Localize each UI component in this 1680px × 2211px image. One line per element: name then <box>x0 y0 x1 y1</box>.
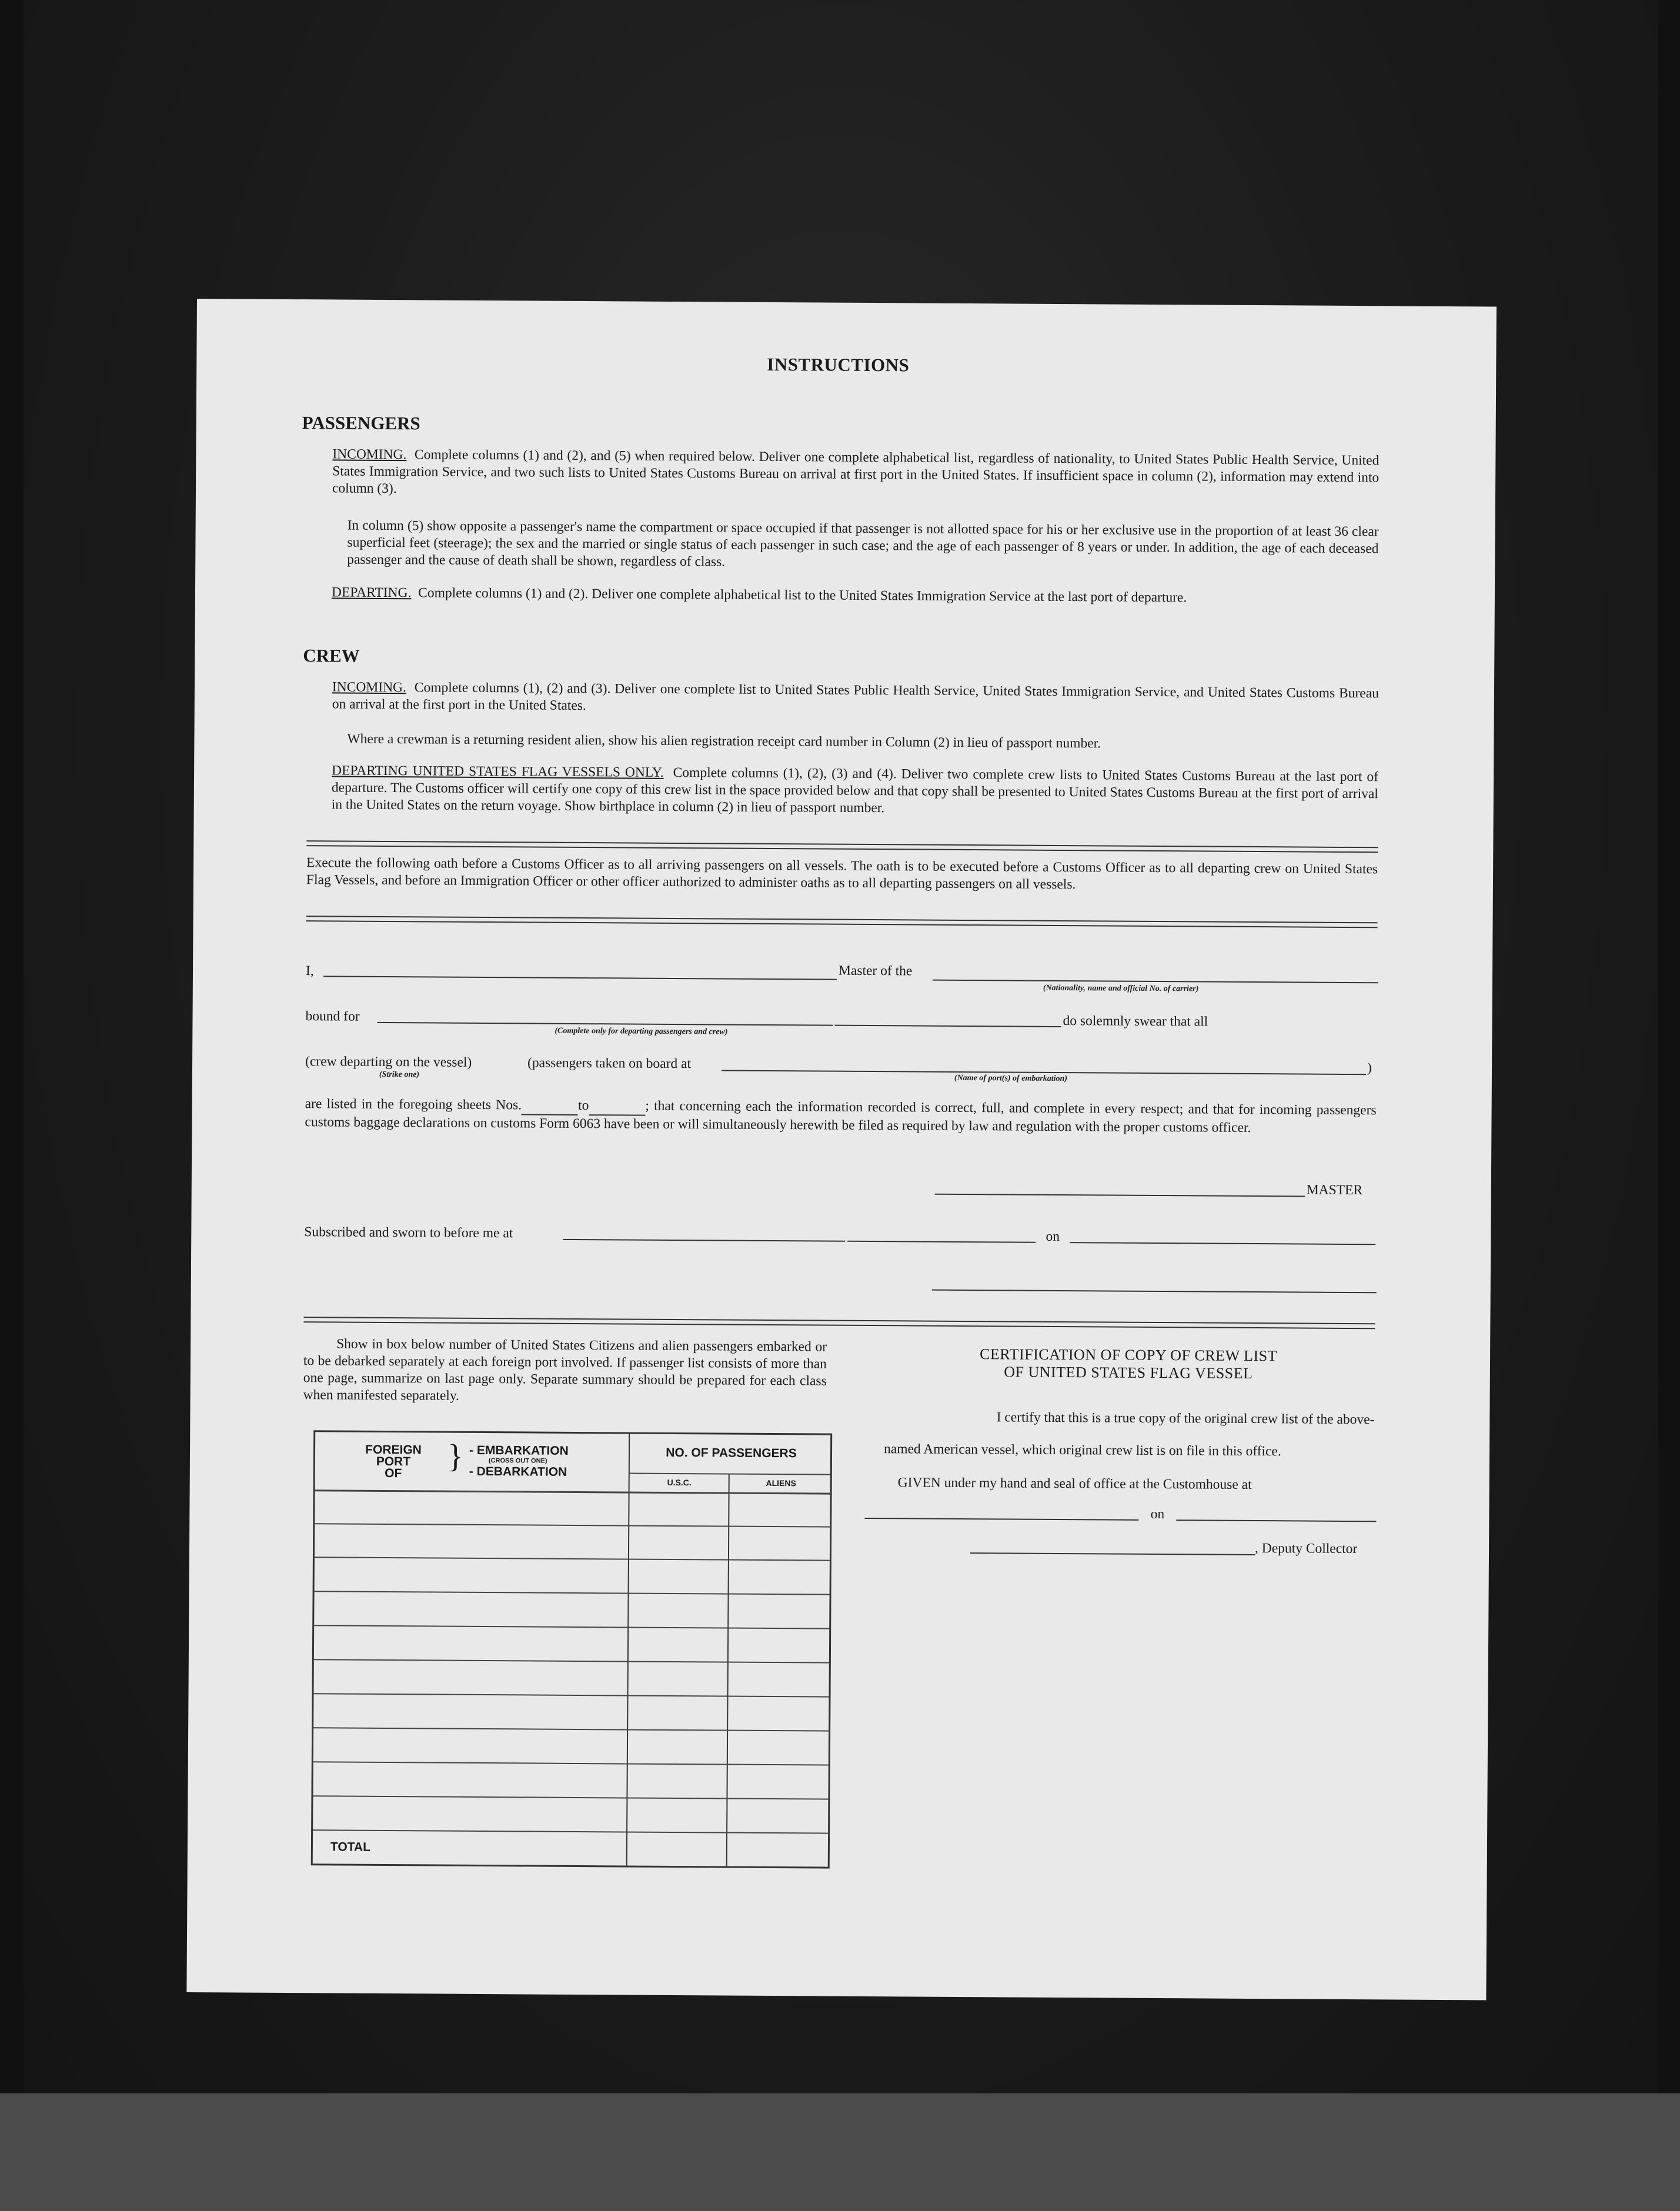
table-header-rule <box>315 1489 830 1494</box>
subscribed-place-line[interactable] <box>563 1239 845 1242</box>
cross-out-one-note: (CROSS OUT ONE) <box>488 1457 547 1465</box>
certification-heading-line1: CERTIFICATION OF COPY OF CREW LIST <box>980 1345 1278 1365</box>
master-label: MASTER <box>1306 1182 1363 1198</box>
table-row-line <box>315 1557 830 1561</box>
crew-incoming-paragraph <box>332 679 1379 719</box>
bound-for-line-2[interactable] <box>834 1025 1061 1027</box>
subscribed-label: Subscribed and sworn to before me at <box>304 1224 513 1241</box>
passengers-departing-paragraph <box>332 584 1378 607</box>
passengers-departing-text: Complete columns (1) and (2). Deliver one complete alphabetical list to the United States Immigration Service at the last port of departure. <box>418 585 1187 606</box>
table-divider <box>726 1475 730 1866</box>
close-paren: ) <box>1367 1060 1372 1076</box>
certify-line-1: I certify that this is a true copy of the original crew list of the above- <box>996 1410 1375 1428</box>
oath-instruction: Execute the following oath before a Customs Officer as to all arriving passengers on all vessels. The oath is to be executed before a Customs Officer as to all departing crew on United States Flag Vessels, and before an Immigration Officer or other officer authorized to administer oaths as to all departing passengers on all vessels. <box>306 855 1378 893</box>
crew-heading: CREW <box>303 645 360 666</box>
passengers-column5-paragraph: In column (5) show opposite a passenger's name the compartment or space occupied if that passenger is not allotted space for his or her exclusive use in the proportion of at least 36 clear superficial feet (steerage); the sex and the married or single status of each passenger in such case; and the age of each passenger of 8 years or under. In addition, the age of each deceased passenger and the cause of death shall be shown, regardless of class. <box>347 517 1379 570</box>
passengers-departing-lead: DEPARTING. <box>331 585 412 601</box>
page-title: INSTRUCTIONS <box>767 353 910 376</box>
strike-one-caption: (Strike one) <box>379 1070 420 1080</box>
given-text: GIVEN under my hand and seal of office at the Customhouse at <box>897 1475 1252 1492</box>
listed-prefix: are listed in the foregoing sheets Nos. <box>305 1096 522 1113</box>
master-of-label: Master of the <box>838 963 913 979</box>
embarkation-option: - EMBARKATION <box>469 1443 569 1458</box>
table-row-line <box>315 1523 830 1527</box>
master-signature-line[interactable] <box>935 1194 1305 1197</box>
foreign-port-label <box>349 1444 437 1480</box>
passengers-incoming-paragraph <box>332 446 1379 503</box>
aliens-header: ALIENS <box>766 1478 796 1488</box>
passengers-heading: PASSENGERS <box>302 412 420 434</box>
bound-for-line[interactable] <box>377 1022 833 1026</box>
crew-flag-lead: DEPARTING UNITED STATES FLAG VESSELS ONLY. <box>332 763 664 780</box>
customhouse-line[interactable] <box>864 1518 1138 1521</box>
table-divider <box>630 1473 830 1475</box>
officer-signature-line[interactable] <box>932 1290 1377 1294</box>
brace-glyph: } <box>447 1438 464 1475</box>
deputy-signature-line[interactable] <box>970 1552 1255 1555</box>
crew-flag-paragraph <box>332 762 1378 820</box>
foreign-label: FOREIGN <box>365 1442 422 1457</box>
passengers-taken-option: (passengers taken on board at <box>527 1055 692 1072</box>
summary-instruction: Show in box below number of United States Citizens and alien passengers embarked or to be debarked separately at each foreign port involved. If passenger list consists of more than one page, summarize on last page only. Separate summary should be prepared for each class when manifested separately. <box>303 1336 827 1404</box>
listed-rest: ; that concerning each the information recorded is correct, full, and complete in every respect; and that for incoming passengers customs baggage declarations on customs Form 6063 have been or will simultaneously herewith be filed as required by law and regulation with the proper customs officer. <box>305 1098 1377 1135</box>
sheet-to-field[interactable] <box>589 1097 645 1116</box>
listed-sheets-paragraph <box>305 1096 1376 1137</box>
usc-header: U.S.C. <box>667 1477 692 1488</box>
crew-incoming-lead: INCOMING. <box>332 679 407 696</box>
debarkation-option: - DEBARKATION <box>469 1464 567 1479</box>
to-word: to <box>578 1097 589 1114</box>
certification-date-line[interactable] <box>1176 1519 1376 1522</box>
crew-resident-paragraph: Where a crewman is a returning resident alien, show his alien registration receipt card number in Column (2) in lieu of passport number. <box>347 731 1101 752</box>
swear-text: do solemnly swear that all <box>1063 1013 1208 1030</box>
complete-only-caption: (Complete only for departing passengers and crew) <box>555 1026 728 1037</box>
of-label: OF <box>385 1466 402 1481</box>
carrier-line[interactable] <box>933 980 1378 984</box>
table-row-line <box>313 1795 828 1799</box>
certification-heading-line2: OF UNITED STATES FLAG VESSEL <box>1004 1363 1253 1382</box>
table-row-line <box>314 1625 829 1629</box>
deputy-collector-label: , Deputy Collector <box>1254 1541 1358 1557</box>
master-name-line[interactable] <box>323 976 837 980</box>
oath-i-label: I, <box>305 963 314 979</box>
table-row-line <box>313 1761 829 1765</box>
table-row-line <box>313 1727 829 1731</box>
total-label: TOTAL <box>330 1840 371 1854</box>
table-divider <box>626 1434 630 1866</box>
passengers-incoming-lead: INCOMING. <box>332 446 407 463</box>
port-label: PORT <box>376 1454 411 1469</box>
table-row-line <box>315 1591 830 1595</box>
crew-incoming-text: Complete columns (1), (2) and (3). Deliver one complete list to United States Public Health Service, United States Immigration Service, and United States Customs Bureau on arrival at the first port in the United States. <box>332 680 1380 714</box>
passenger-summary-table <box>311 1430 833 1868</box>
no-of-passengers-header: NO. OF PASSENGERS <box>666 1445 797 1461</box>
bound-for-label: bound for <box>305 1008 360 1024</box>
table-row-line <box>314 1693 829 1697</box>
crew-departing-option: (crew departing on the vessel) <box>305 1054 472 1070</box>
subscribed-place-line-2[interactable] <box>847 1241 1036 1243</box>
sheet-from-field[interactable] <box>522 1097 578 1115</box>
crew-flag-text: Complete columns (1), (2), (3) and (4). Deliver two complete crew lists to United States Customs Bureau at the last port of departure. The Customs officer will certify one copy of this crew list in the space provided below and that copy shall be presented to United States Customs Bureau at the first port of arrival in the United States on the return voyage. Show birthplace in column (2) in lieu of passport number. <box>331 764 1379 816</box>
certify-line-2: named American vessel, which original crew list is on file in this office. <box>883 1441 1281 1459</box>
section-divider <box>303 1317 1375 1329</box>
scanner-bottom-band <box>0 2093 1680 2211</box>
subscribed-on-label: on <box>1046 1228 1060 1244</box>
form-page <box>186 299 1497 2000</box>
section-divider <box>306 840 1378 853</box>
ports-caption: (Name of port(s) of embarkation) <box>954 1073 1068 1084</box>
passengers-incoming-text: Complete columns (1) and (2), and (5) when required below. Deliver one complete alphabetical list, regardless of nationality, to United States Public Health Service, United States Immigration Service, and two such lists to United States Customs Bureau on arrival at first port in the United States. If insufficient space in column (2), information may extend into column (3). <box>332 447 1380 497</box>
table-row-line <box>313 1829 828 1833</box>
section-divider <box>306 916 1378 928</box>
certification-on-label: on <box>1150 1506 1165 1522</box>
certification-heading <box>884 1345 1372 1383</box>
subscribed-date-line[interactable] <box>1070 1242 1375 1245</box>
table-row-line <box>314 1659 829 1663</box>
nationality-caption: (Nationality, name and official No. of carrier) <box>1043 983 1199 994</box>
